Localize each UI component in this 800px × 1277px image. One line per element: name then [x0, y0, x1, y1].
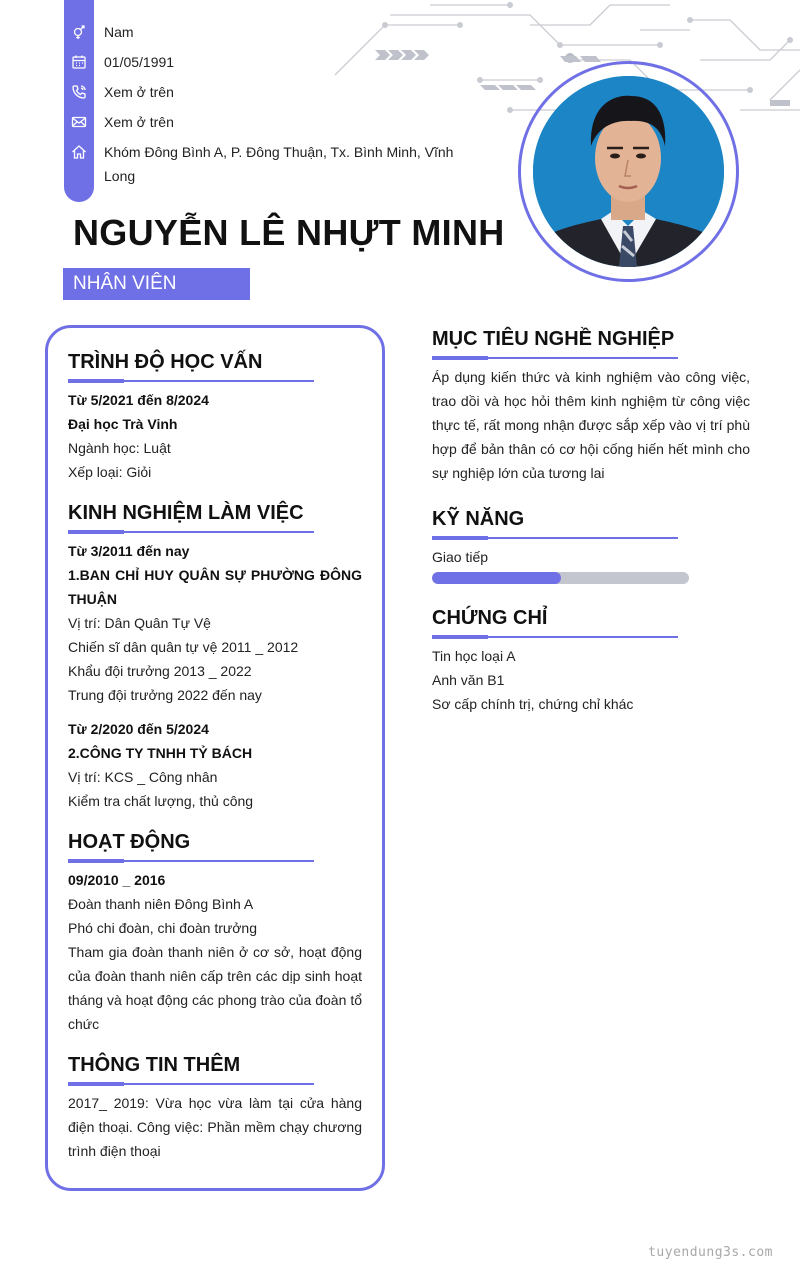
education-major: Ngành học: Luật — [68, 440, 171, 456]
position-badge: NHÂN VIÊN — [63, 268, 250, 300]
education-school: Đại học Trà Vinh — [68, 416, 178, 432]
candidate-name: NGUYỄN LÊ NHỰT MINH — [73, 212, 505, 253]
activities-org: Đoàn thanh niên Đông Bình A — [68, 896, 254, 912]
contact-address — [64, 140, 454, 188]
gender-icon — [64, 20, 94, 44]
job-2-detail: Vị trí: KCS _ Công nhân — [68, 769, 218, 785]
contact-email — [64, 110, 454, 134]
experience-underline — [68, 531, 314, 533]
home-icon — [64, 140, 94, 164]
job-2-detail: Kiểm tra chất lượng, thủ công — [68, 793, 254, 809]
certificate-item: Sơ cấp chính trị, chứng chỉ khác — [432, 696, 634, 712]
contact-phone — [64, 80, 454, 104]
contact-gender — [64, 20, 454, 44]
job-1-company-line-1: 1.BAN CHỈ HUY QUÂN SỰ PHƯỜNG ĐÔNG — [68, 567, 362, 583]
skill-progress-track — [432, 572, 689, 584]
skills-title: KỸ NĂNG — [432, 508, 525, 530]
job-2-company: 2.CÔNG TY TNHH TỶ BÁCH — [68, 745, 253, 761]
education-underline — [68, 380, 314, 382]
education-grade: Xếp loại: Giỏi — [68, 464, 152, 480]
job-1-detail: Vị trí: Dân Quân Tự Vệ — [68, 615, 211, 631]
phone-icon — [64, 80, 94, 104]
job-1-company-line-2: THUẬN — [68, 591, 117, 607]
address-line-1: Khóm Đông Bình A, P. Đông Thuận, Tx. Bình Minh, Vĩnh — [104, 144, 454, 160]
experience-title: KINH NGHIỆM LÀM VIỆC — [68, 502, 304, 524]
calendar-icon — [64, 50, 94, 74]
job-1-detail: Chiến sĩ dân quân tự vệ 2011 _ 2012 — [68, 639, 299, 655]
activities-title: HOẠT ĐỘNG — [68, 831, 191, 853]
education-title: TRÌNH ĐỘ HỌC VẤN — [68, 351, 263, 373]
avatar — [533, 76, 724, 267]
additional-title: THÔNG TIN THÊM — [68, 1054, 241, 1076]
contact-birthday — [64, 50, 454, 74]
skill-progress-fill — [432, 572, 561, 584]
activities-description: Tham gia đoàn thanh niên ở cơ sở, hoạt động của đoàn thanh niên cấp trên các dịp sinh hoạt tháng và hoạt động các phong trào của đoàn tổ chức — [68, 944, 362, 1032]
education-period: Từ 5/2021 đến 8/2024 — [68, 392, 209, 408]
address-text — [104, 140, 454, 188]
objective-underline — [432, 357, 678, 359]
job-1-period: Từ 3/2011 đến nay — [68, 543, 190, 559]
additional-underline — [68, 1083, 314, 1085]
email-text: Xem ở trên — [104, 114, 174, 130]
birthday-text: 01/05/1991 — [104, 54, 175, 70]
certificate-item: Tin học loại A — [432, 648, 516, 664]
objective-text: Áp dụng kiến thức và kinh nghiệm vào công việc, trao dồi và học hỏi thêm kinh nghiệm từ công việc thực tế, rất mong nhận được sắp xếp vào vị trí phù hợp để bản thân có cơ hội cống hiến hết mình cho sự nghiệp lớn của tương lai — [432, 369, 750, 481]
job-2-period: Từ 2/2020 đến 5/2024 — [68, 721, 209, 737]
watermark: tuyendung3s.com — [648, 1245, 773, 1260]
phone-text: Xem ở trên — [104, 84, 174, 100]
gender-text: Nam — [104, 24, 134, 40]
certificates-title: CHỨNG CHỈ — [432, 607, 548, 629]
objective-title: MỤC TIÊU NGHỀ NGHIỆP — [432, 328, 675, 350]
job-1-detail: Khẩu đội trưởng 2013 _ 2022 — [68, 663, 252, 679]
additional-text: 2017_ 2019: Vừa học vừa làm tại cửa hàng điện thoại. Công việc: Phần mềm chạy chương trình điện thoại — [68, 1095, 362, 1159]
activities-role: Phó chi đoàn, chi đoàn trưởng — [68, 920, 258, 936]
skill-name: Giao tiếp — [432, 549, 489, 565]
address-line-2: Long — [104, 168, 136, 184]
activities-underline — [68, 860, 314, 862]
activities-period: 09/2010 _ 2016 — [68, 872, 166, 888]
mail-icon — [64, 110, 94, 134]
skills-underline — [432, 537, 678, 539]
certificate-item: Anh văn B1 — [432, 672, 505, 688]
certificates-underline — [432, 636, 678, 638]
job-1-detail: Trung đội trưởng 2022 đến nay — [68, 687, 262, 703]
